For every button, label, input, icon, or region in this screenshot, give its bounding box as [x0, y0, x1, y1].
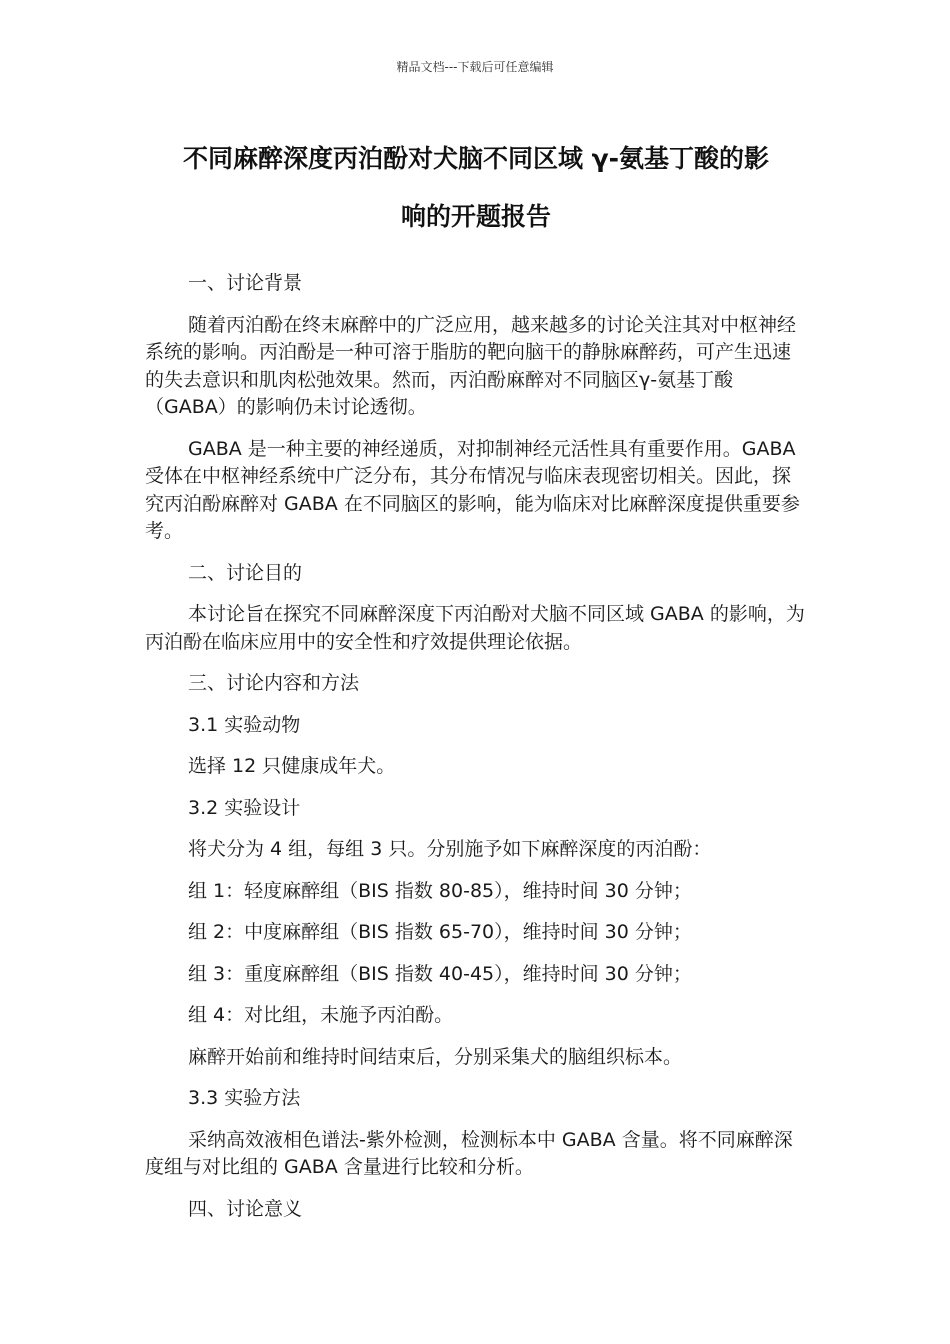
section-heading-purpose: 二、讨论目的 [188, 561, 303, 584]
header-note: 精品文档---下载后可任意编辑 [396, 60, 554, 74]
subheading-design: 3.2 实验设计 [188, 796, 301, 819]
title-line-1: 不同麻醉深度丙泊酚对犬脑不同区域 γ-氨基丁酸的影 [182, 144, 770, 173]
paragraph-background-2: GABA 是一种主要的神经递质，对抑制神经元活性具有重要作用。GABA 受体在中枢神经系统中广泛分布，其分布情况与临床表现密切相关。因此，探究丙泊酚麻醉对 GABA 在不同脑区的影响，能为临床对比麻醉深度提供重要参考。 [145, 437, 800, 542]
document-body [145, 270, 807, 1223]
paragraph-methods: 采纳高效液相色谱法-紫外检测，检测标本中 GABA 含量。将不同麻醉深度组与对比组的 GABA 含量进行比较和分析。 [145, 1128, 793, 1178]
document-title [145, 130, 807, 246]
section-heading-methods: 三、讨论内容和方法 [188, 672, 360, 694]
paragraph-background-1: 随着丙泊酚在终末麻醉中的广泛应用，越来越多的讨论关注其对中枢神经系统的影响。丙泊酚是一种可溶于脂肪的靶向脑干的静脉麻醉药，可产生迅速的失去意识和肌肉松弛效果。然而，丙泊酚麻醉对不同脑区γ-氨基丁酸（GABA）的影响仍未讨论透彻。 [145, 313, 797, 418]
title-line-2: 响的开题报告 [400, 202, 551, 231]
paragraph-purpose: 本讨论旨在探究不同麻醉深度下丙泊酚对犬脑不同区域 GABA 的影响，为丙泊酚在临床应用中的安全性和疗效提供理论依据。 [145, 603, 805, 653]
paragraph-animals: 选择 12 只健康成年犬。 [188, 755, 396, 777]
paragraph-design: 将犬分为 4 组，每组 3 只。分别施予如下麻醉深度的丙泊酚： [188, 838, 712, 860]
subheading-methods: 3.3 实验方法 [188, 1087, 301, 1109]
list-item-group-4: 组 4：对比组，未施予丙泊酚。 [188, 1004, 454, 1026]
section-heading-significance: 四、讨论意义 [188, 1197, 303, 1220]
paragraph-sampling: 麻醉开始前和维持时间结束后，分别采集犬的脑组织标本。 [188, 1045, 683, 1068]
list-item-group-2: 组 2：中度麻醉组（BIS 指数 65-70），维持时间 30 分钟； [188, 921, 692, 943]
list-item-group-1: 组 1：轻度麻醉组（BIS 指数 80-85），维持时间 30 分钟； [188, 879, 692, 902]
section-heading-background: 一、讨论背景 [188, 272, 303, 294]
subheading-animals: 3.1 实验动物 [188, 713, 301, 736]
list-item-group-3: 组 3：重度麻醉组（BIS 指数 40-45），维持时间 30 分钟； [188, 962, 692, 985]
